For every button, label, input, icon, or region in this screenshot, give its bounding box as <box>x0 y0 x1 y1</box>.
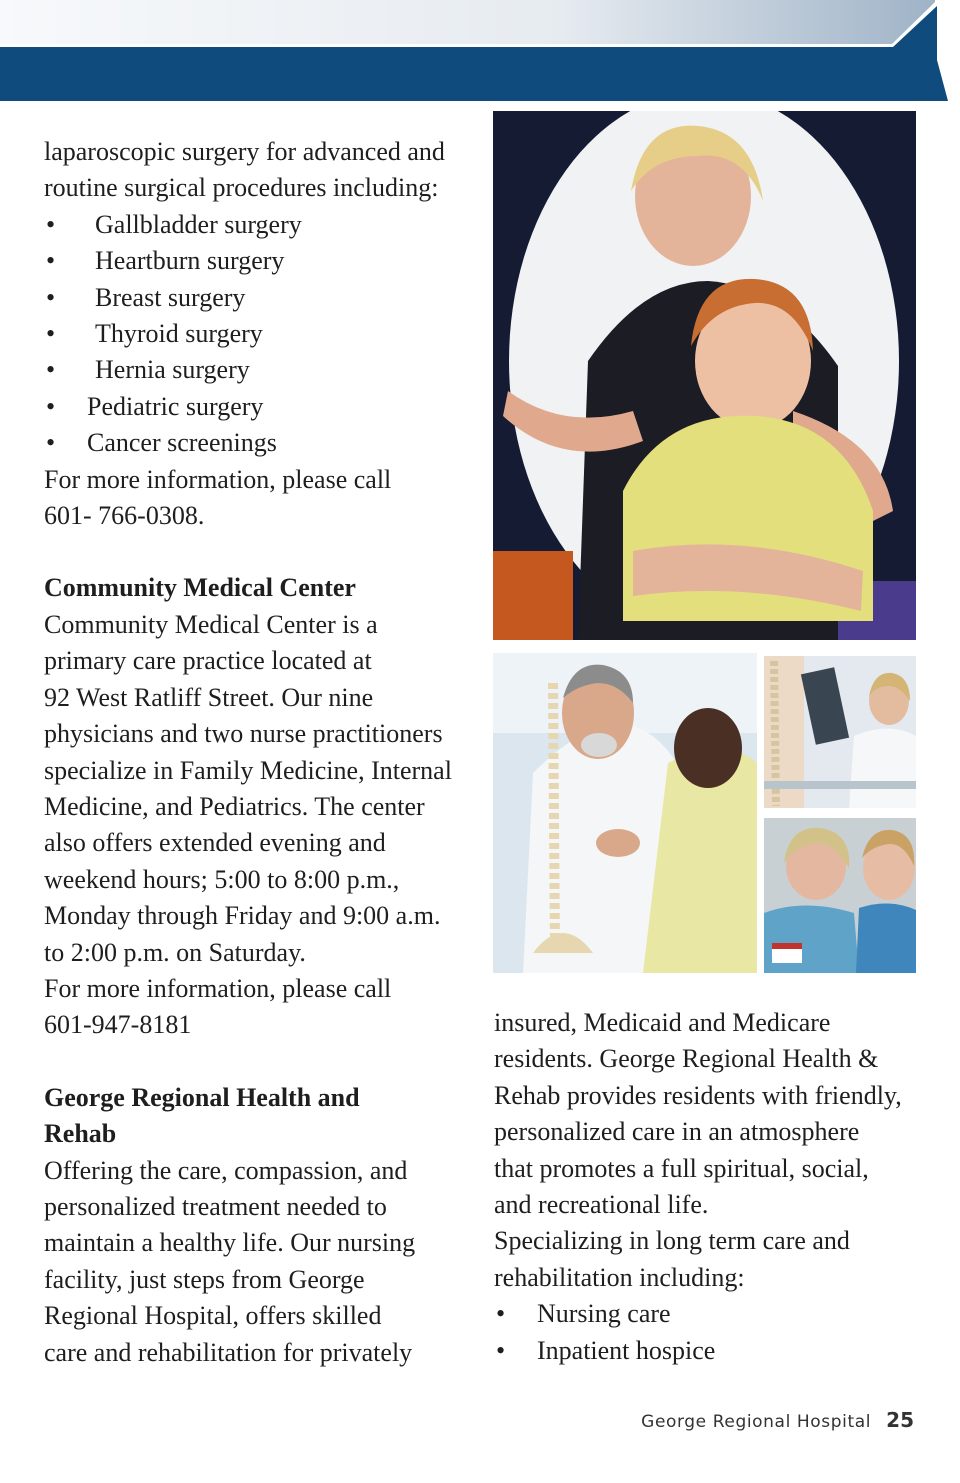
rehab-text-line: Specializing in long term care and <box>494 1226 850 1256</box>
list-item: • Nursing care <box>494 1296 924 1332</box>
list-item: • Cancer screenings <box>44 425 476 461</box>
header-banner <box>0 0 960 104</box>
community-text-line: For more information, please call <box>44 973 392 1003</box>
community-text-line: Medicine, and Pediatrics. The center <box>44 791 425 821</box>
rehab-text-line: maintain a healthy life. Our nursing <box>44 1228 416 1258</box>
community-text-line: Monday through Friday and 9:00 a.m. <box>44 901 441 931</box>
contact-phone: 601- 766-0308. <box>44 501 205 531</box>
community-heading: Community Medical Center <box>44 573 356 603</box>
photo-nurses <box>764 818 916 973</box>
rehab-text-line: personalized treatment needed to <box>44 1191 387 1221</box>
list-item: • Heartburn surgery <box>44 243 476 279</box>
intro-text-line: routine surgical procedures including: <box>44 173 439 203</box>
list-item: • Inpatient hospice <box>494 1333 924 1369</box>
rehab-heading: Rehab <box>44 1119 117 1149</box>
rehab-text-line: Regional Hospital, offers skilled <box>44 1301 382 1331</box>
community-text-line: 92 West Ratliff Street. Our nine <box>44 682 374 712</box>
community-text-line: specialize in Family Medicine, Internal <box>44 755 452 785</box>
left-column <box>44 134 476 1371</box>
intro-text-line: laparoscopic surgery for advanced and <box>44 137 445 166</box>
list-item: • Hernia surgery <box>44 352 476 388</box>
rehab-text-line: care and rehabilitation for privately <box>44 1337 413 1367</box>
rehab-text-line: facility, just steps from George <box>44 1264 365 1294</box>
rehab-heading: George Regional Health and <box>44 1082 360 1112</box>
page-footer <box>641 1408 914 1432</box>
community-text-line: weekend hours; 5:00 to 8:00 p.m., <box>44 864 400 894</box>
services-list <box>494 1296 924 1369</box>
procedure-list <box>44 207 476 462</box>
community-text-line: also offers extended evening and <box>44 828 386 858</box>
list-item: • Thyroid surgery <box>44 316 476 352</box>
community-text-line: primary care practice located at <box>44 646 372 676</box>
community-text-line: Community Medical Center is a <box>44 609 378 639</box>
rehab-text-line: Rehab provides residents with friendly, <box>494 1080 902 1110</box>
rehab-text-line: that promotes a full spiritual, social, <box>494 1153 869 1183</box>
community-phone: 601-947-8181 <box>44 1010 192 1040</box>
rehab-text-line: rehabilitation including: <box>494 1262 745 1292</box>
rehab-text-line: and recreational life. <box>494 1190 709 1220</box>
right-column <box>494 1005 924 1369</box>
list-item: • Breast surgery <box>44 280 476 316</box>
list-item: • Gallbladder surgery <box>44 207 476 243</box>
photo-mother-and-son <box>493 111 916 640</box>
community-text-line: physicians and two nurse practitioners <box>44 719 443 749</box>
photo-doctor-xray <box>764 656 916 808</box>
photo-doctor-spine-model <box>493 653 757 973</box>
community-text-line: to 2:00 p.m. on Saturday. <box>44 937 306 967</box>
rehab-text-line: Offering the care, compassion, and <box>44 1155 408 1185</box>
rehab-text-line: residents. George Regional Health & <box>494 1044 879 1074</box>
footer-hospital-name: George Regional Hospital <box>641 1412 872 1432</box>
list-item: • Pediatric surgery <box>44 389 476 425</box>
rehab-text-line: personalized care in an atmosphere <box>494 1117 860 1147</box>
rehab-text-line: insured, Medicaid and Medicare <box>494 1008 831 1037</box>
contact-text: For more information, please call <box>44 464 392 494</box>
page-number: 25 <box>886 1408 914 1432</box>
